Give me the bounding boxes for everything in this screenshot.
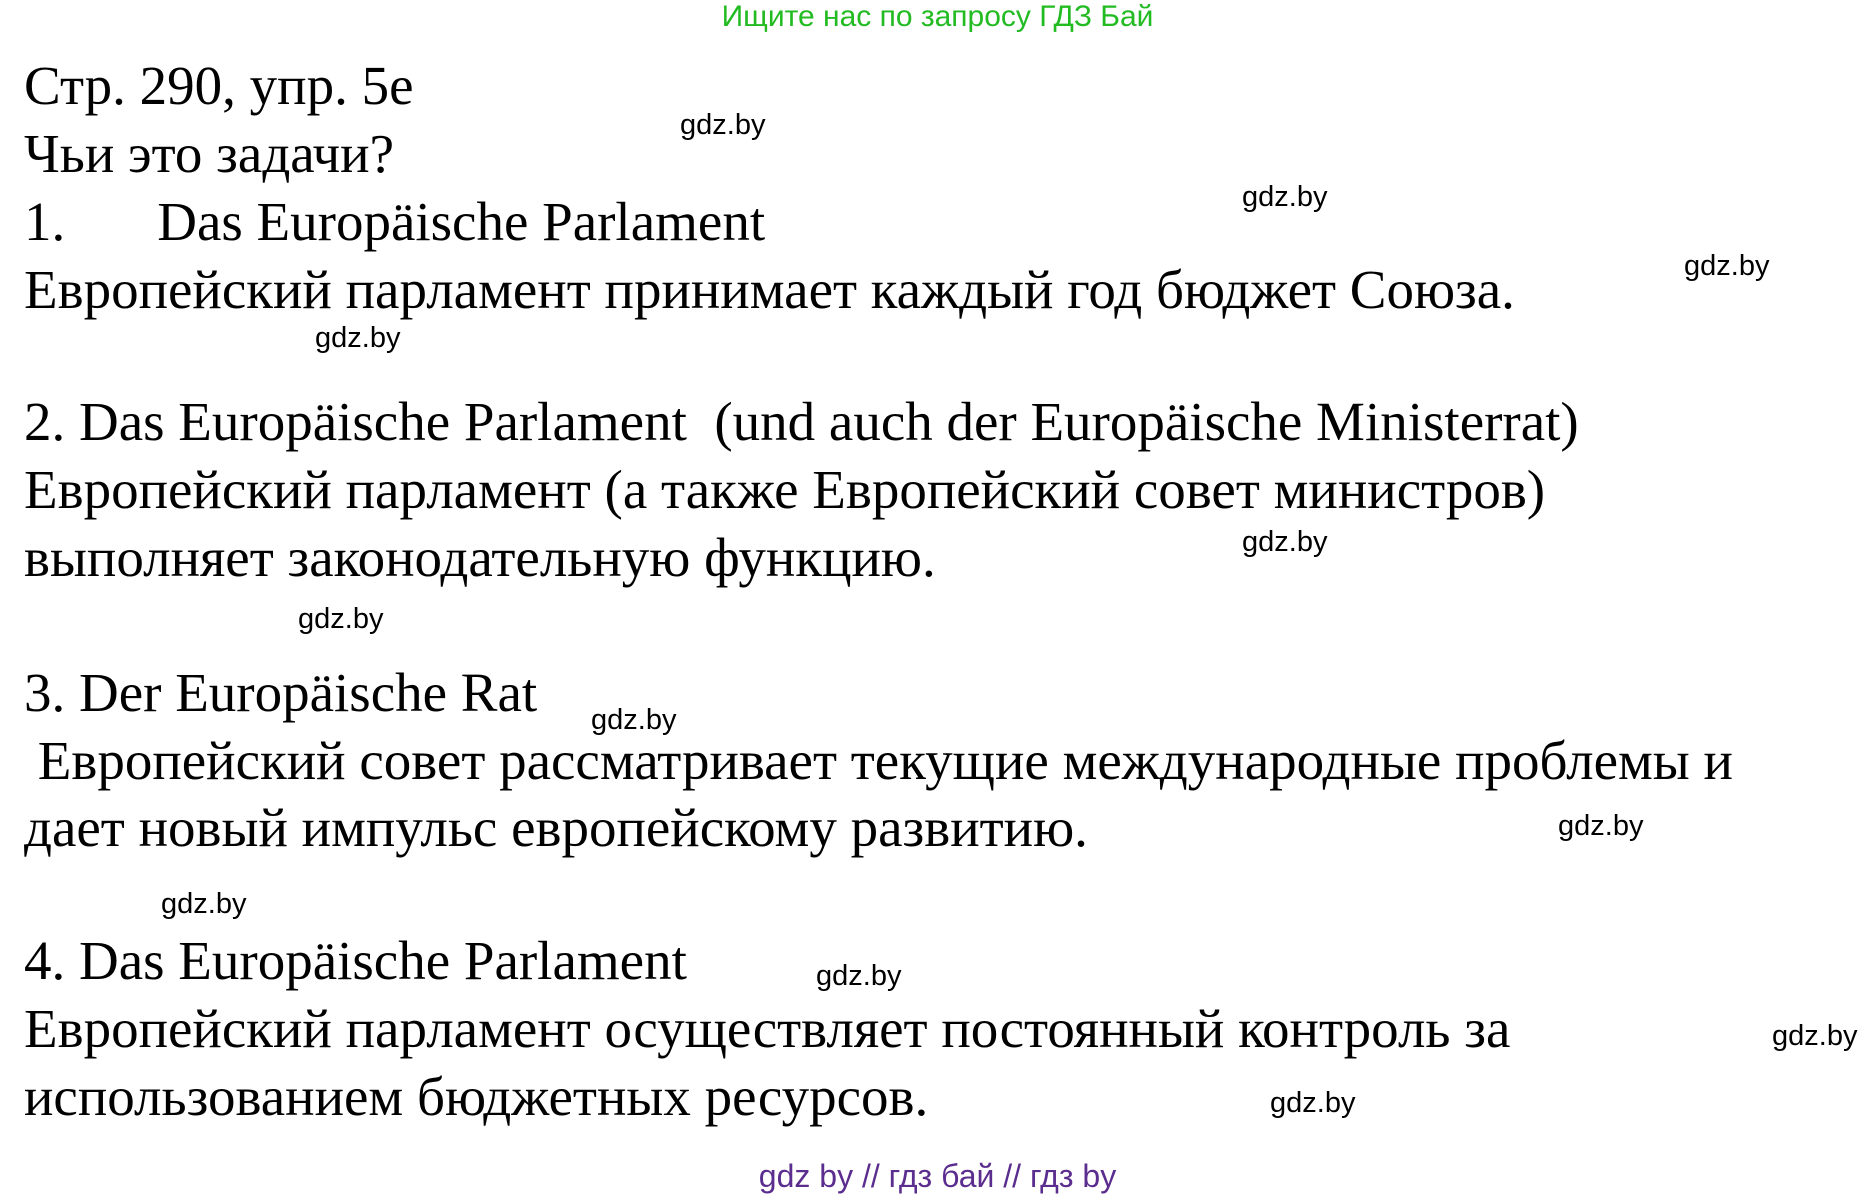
watermark: gdz.by	[591, 704, 677, 736]
watermark: gdz.by	[1242, 526, 1328, 558]
item-4-text-line: использованием бюджетных ресурсов.	[24, 1066, 929, 1127]
item-1-heading-text: Das Europäische Parlament	[157, 191, 766, 252]
item-1-heading	[24, 191, 765, 253]
item-1-number: 1.	[24, 191, 66, 252]
item-1-text-line: Европейский парламент принимает каждый год бюджет Союза.	[24, 259, 1515, 320]
watermark: gdz.by	[680, 109, 766, 141]
item-3-heading: 3. Der Europäische Rat	[24, 662, 538, 723]
watermark: gdz.by	[315, 322, 401, 354]
footer-watermark: gdz by // гдз бай // гдз by	[758, 1158, 1117, 1194]
item-3-text-line: дает новый импульс европейскому развитию.	[24, 797, 1088, 858]
item-2-heading: 2. Das Europäische Parlament (und auch der Europäische Ministerrat)	[24, 391, 1579, 452]
watermark: gdz.by	[161, 888, 247, 920]
item-4-heading: 4. Das Europäische Parlament	[24, 930, 687, 991]
top-search-banner: Ищите нас по запросу ГДЗ Бай	[721, 0, 1154, 33]
item-2-text-line: Европейский парламент (а также Европейский совет министров)	[24, 459, 1546, 520]
question-title: Чьи это задачи?	[24, 123, 395, 184]
item-3-text-line: Европейский совет рассматривает текущие международные проблемы и	[24, 730, 1733, 791]
item-2-text-line: выполняет законодательную функцию.	[24, 527, 936, 588]
watermark: gdz.by	[1242, 181, 1328, 213]
watermark: gdz.by	[298, 603, 384, 635]
watermark: gdz.by	[1558, 810, 1644, 842]
watermark: gdz.by	[1684, 250, 1770, 282]
item-4-text-line: Европейский парламент осуществляет постоянный контроль за	[24, 998, 1511, 1059]
watermark: gdz.by	[816, 960, 902, 992]
watermark: gdz.by	[1772, 1020, 1858, 1052]
watermark: gdz.by	[1270, 1087, 1356, 1119]
page-reference: Стр. 290, упр. 5е	[24, 55, 414, 116]
